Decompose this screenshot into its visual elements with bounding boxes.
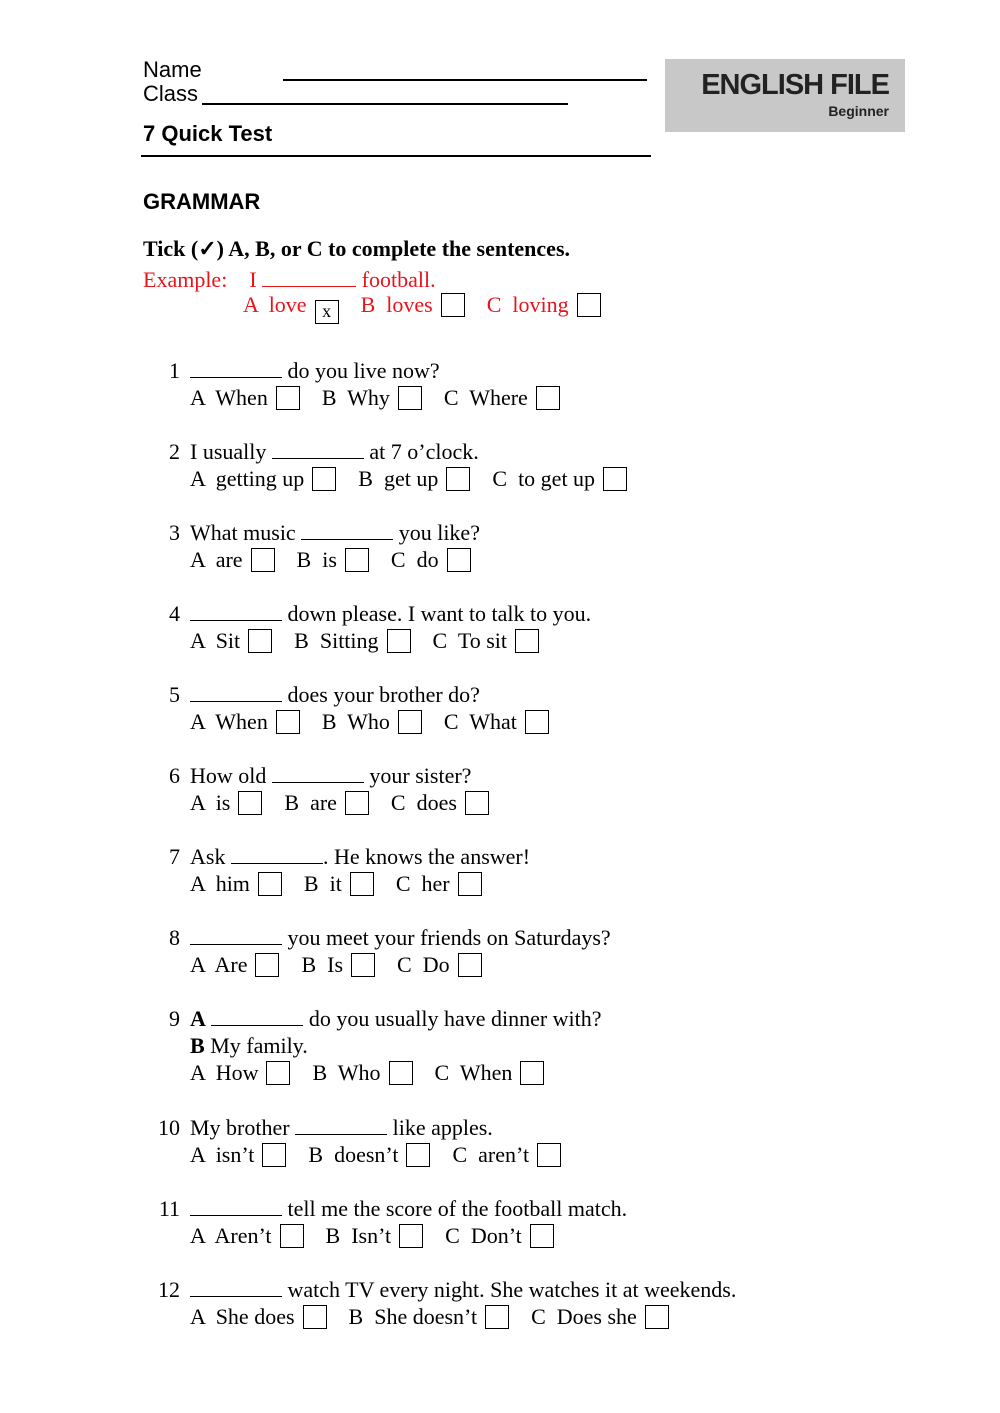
checkbox-c[interactable] [447, 548, 471, 572]
option-letter: C [395, 871, 411, 896]
option-a [190, 547, 275, 573]
checkbox-b[interactable] [398, 710, 422, 734]
option-text: When [459, 1060, 513, 1085]
question-10-options [190, 1142, 583, 1168]
question-text-pre: My brother [190, 1115, 290, 1140]
option-a [190, 1142, 286, 1168]
checkbox-a[interactable] [248, 629, 272, 653]
checkbox-c[interactable] [520, 1061, 544, 1085]
option-text: Sitting [319, 628, 379, 653]
question-2 [148, 439, 479, 465]
option-b [358, 466, 470, 492]
question-text-post: watch TV every night. She watches it at weekends. [287, 1277, 737, 1302]
option-c [445, 1223, 554, 1249]
checkbox-b[interactable] [389, 1061, 413, 1085]
option-letter: B [301, 952, 317, 977]
option-letter: B [358, 466, 373, 491]
example-checkbox-b[interactable] [441, 293, 465, 317]
option-text: Isn’t [351, 1223, 392, 1248]
option-text: Don’t [470, 1223, 522, 1248]
checkbox-c[interactable] [603, 467, 627, 491]
option-letter: B [312, 1060, 328, 1085]
speaker-a: A [190, 1006, 206, 1031]
question-text-pre: What music [190, 520, 296, 545]
checkbox-c[interactable] [458, 953, 482, 977]
option-text: get up [383, 466, 439, 491]
question-number: 2 [169, 439, 180, 464]
option-b [349, 1304, 510, 1330]
checkbox-a[interactable] [258, 872, 282, 896]
question-text-pre: Ask [190, 844, 226, 869]
example-label: Example: [143, 267, 228, 292]
option-b [294, 628, 410, 654]
example-checkbox-a[interactable]: x [315, 300, 339, 324]
option-a [190, 1223, 304, 1249]
question-8-options [190, 952, 504, 978]
question-number: 4 [169, 601, 180, 626]
answer-blank [190, 359, 282, 378]
option-letter: A [190, 871, 205, 896]
option-letter: A [190, 547, 205, 572]
answer-blank [211, 1007, 303, 1026]
option-text: She does [215, 1304, 295, 1329]
question-text-post: does your brother do? [287, 682, 480, 707]
name-field [143, 58, 202, 82]
checkbox-c[interactable] [537, 1143, 561, 1167]
question-text-post: like apples. [392, 1115, 493, 1140]
option-c [531, 1304, 669, 1330]
example-sentence [143, 267, 436, 293]
question-text-post: you meet your friends on Saturdays? [287, 925, 611, 950]
checkbox-a[interactable] [238, 791, 262, 815]
checkbox-a[interactable] [312, 467, 336, 491]
question-number: 6 [169, 763, 180, 788]
answer-blank [190, 926, 282, 945]
divider [141, 155, 651, 157]
option-letter: A [190, 1223, 205, 1248]
checkbox-a[interactable] [280, 1224, 304, 1248]
question-number: 8 [169, 925, 180, 950]
option-letter: C [397, 952, 412, 977]
option-b [326, 1223, 424, 1249]
option-letter: C [531, 1304, 546, 1329]
option-a [190, 385, 300, 411]
option-letter: A [190, 790, 205, 815]
option-c [433, 628, 540, 654]
name-input-line[interactable] [283, 79, 647, 81]
option-c [435, 1060, 545, 1086]
checkbox-c[interactable] [465, 791, 489, 815]
question-text-post: do you usually have dinner with? [308, 1006, 602, 1031]
question-text-pre: I usually [190, 439, 267, 464]
option-letter: A [190, 466, 205, 491]
option-letter: B [296, 547, 312, 572]
option-text: do [416, 547, 439, 572]
answer-blank [295, 1116, 387, 1135]
option-b [308, 1142, 430, 1168]
option-text: How [215, 1060, 259, 1085]
question-text-post: you like? [398, 520, 480, 545]
option-letter: B [308, 1142, 324, 1167]
question-6-options [190, 790, 511, 816]
option-letter: C [390, 790, 406, 815]
answer-blank [272, 764, 364, 783]
question-11 [148, 1196, 627, 1222]
option-b [322, 385, 422, 411]
option-c [444, 709, 549, 735]
question-1-options [190, 385, 582, 411]
option-letter: B [348, 1304, 364, 1329]
question-text-post: your sister? [369, 763, 472, 788]
option-letter: B [321, 709, 337, 734]
question-number: 12 [158, 1277, 180, 1302]
option-letter: A [190, 1142, 205, 1167]
checkbox-a[interactable] [303, 1305, 327, 1329]
class-input-line[interactable] [202, 103, 568, 105]
checkbox-b[interactable] [345, 548, 369, 572]
option-text: Aren’t [214, 1223, 272, 1248]
option-a [190, 466, 336, 492]
option-letter: B [303, 871, 319, 896]
option-text: Does she [556, 1304, 637, 1329]
option-text: Is [327, 952, 344, 977]
section-heading: GRAMMAR [143, 189, 261, 214]
question-12-options [190, 1304, 691, 1330]
option-text: What [469, 709, 517, 734]
example-option-a: A love x [243, 292, 339, 324]
checkbox-a[interactable] [266, 1061, 290, 1085]
option-text: When [215, 709, 268, 734]
question-6 [148, 763, 471, 789]
question-3-options [190, 547, 493, 573]
answer-blank [272, 440, 364, 459]
checkbox-c[interactable] [458, 872, 482, 896]
option-text: doesn’t [334, 1142, 399, 1167]
option-text: Why [347, 385, 390, 410]
option-c [391, 790, 489, 816]
checkbox-b[interactable] [398, 386, 422, 410]
checkbox-b[interactable] [350, 872, 374, 896]
test-title: 7 Quick Test [143, 121, 273, 146]
option-letter: C [434, 1060, 450, 1085]
checkbox-b[interactable] [406, 1143, 430, 1167]
reply-text: My family. [210, 1033, 308, 1058]
checkbox-c[interactable] [645, 1305, 669, 1329]
question-text-post: tell me the score of the football match. [287, 1196, 628, 1221]
question-5 [148, 682, 480, 708]
checkbox-b[interactable] [351, 953, 375, 977]
question-3 [148, 520, 480, 546]
checkbox-a[interactable] [262, 1143, 286, 1167]
option-a [190, 790, 262, 816]
option-text: Where [469, 385, 528, 410]
brand-subtitle: Beginner [828, 103, 889, 119]
option-text: Are [214, 952, 248, 977]
option-text: Do [422, 952, 450, 977]
option-letter: C [432, 628, 448, 653]
class-label: Class [143, 81, 199, 106]
question-number: 1 [169, 358, 180, 383]
example-pre: I [249, 267, 257, 292]
answer-blank [190, 1278, 282, 1297]
example-options [243, 292, 623, 324]
question-text-post: do you live now? [287, 358, 440, 383]
checkbox-a[interactable] [276, 386, 300, 410]
option-b [297, 547, 369, 573]
option-letter: C [492, 466, 508, 491]
option-letter: A [190, 385, 205, 410]
option-b [301, 952, 375, 978]
option-c [396, 871, 482, 897]
answer-blank [190, 602, 282, 621]
option-letter: C [445, 1223, 460, 1248]
option-a [190, 628, 272, 654]
option-letter: B [325, 1223, 341, 1248]
checkbox-c[interactable] [530, 1224, 554, 1248]
question-text-post: down please. I want to talk to you. [287, 601, 592, 626]
option-letter: B [321, 385, 337, 410]
option-text: When [215, 385, 268, 410]
question-2-options [190, 466, 649, 492]
example-blank [262, 268, 356, 287]
option-letter: C [443, 709, 459, 734]
answer-blank [231, 845, 323, 864]
option-letter: B [294, 628, 309, 653]
brand-logo [665, 59, 905, 132]
instruction: Tick (✓) A, B, or C to complete the sentences. [143, 236, 571, 261]
option-text: is [322, 547, 337, 572]
option-letter: A [190, 628, 205, 653]
question-number: 7 [169, 844, 180, 869]
brand-title: ENGLISH FILE [701, 69, 889, 101]
option-letter: A [190, 709, 205, 734]
question-number: 10 [158, 1115, 180, 1140]
option-a [190, 1060, 290, 1086]
question-9-reply [190, 1033, 308, 1059]
question-8 [148, 925, 611, 951]
option-text: is [215, 790, 231, 815]
option-text: getting up [215, 466, 305, 491]
example-option-b: B loves [361, 292, 465, 318]
question-9-options [190, 1060, 566, 1086]
question-4-options [190, 628, 561, 654]
checkbox-a[interactable] [276, 710, 300, 734]
option-a [190, 871, 282, 897]
checkbox-b[interactable] [399, 1224, 423, 1248]
question-1 [148, 358, 440, 384]
question-5-options [190, 709, 571, 735]
speaker-b: B [190, 1033, 205, 1058]
example-checkbox-c[interactable] [577, 293, 601, 317]
option-text: Who [337, 1060, 381, 1085]
question-12 [148, 1277, 736, 1303]
question-10 [148, 1115, 493, 1141]
option-c [444, 385, 560, 411]
option-letter: C [390, 547, 406, 572]
example-post: football. [361, 267, 436, 292]
question-number: 9 [169, 1006, 180, 1031]
option-c [452, 1142, 561, 1168]
option-letter: C [443, 385, 459, 410]
question-7-options [190, 871, 504, 897]
checkbox-b[interactable] [485, 1305, 509, 1329]
option-letter: A [190, 1304, 205, 1329]
option-text: She doesn’t [374, 1304, 478, 1329]
option-text: her [421, 871, 450, 896]
answer-blank [190, 1197, 282, 1216]
question-4 [148, 601, 591, 627]
name-label: Name [143, 57, 202, 82]
option-text: aren’t [478, 1142, 530, 1167]
question-number: 11 [158, 1196, 180, 1221]
option-b [322, 709, 422, 735]
option-c [397, 952, 482, 978]
option-b [304, 871, 374, 897]
checkbox-a[interactable] [255, 953, 279, 977]
option-text: To sit [457, 628, 508, 653]
option-letter: A [190, 952, 205, 977]
option-c [391, 547, 471, 573]
question-text-post: . He knows the answer! [322, 844, 531, 869]
option-text: are [215, 547, 243, 572]
class-field [143, 82, 198, 106]
option-text: to get up [518, 466, 596, 491]
question-7 [148, 844, 530, 870]
checkbox-b[interactable] [345, 791, 369, 815]
example-option-c: C loving [487, 292, 601, 318]
checkbox-b[interactable] [387, 629, 411, 653]
question-text-post: at 7 o’clock. [369, 439, 479, 464]
checkbox-c[interactable] [536, 386, 560, 410]
checkbox-c[interactable] [525, 710, 549, 734]
question-text-pre: How old [190, 763, 267, 788]
option-letter: C [452, 1142, 468, 1167]
checkbox-a[interactable] [251, 548, 275, 572]
checkbox-b[interactable] [446, 467, 470, 491]
option-letter: B [284, 790, 300, 815]
option-b [284, 790, 369, 816]
question-number: 5 [169, 682, 180, 707]
option-letter: A [190, 1060, 205, 1085]
option-text: are [310, 790, 337, 815]
question-11-options [190, 1223, 576, 1249]
option-text: it [329, 871, 342, 896]
option-a [190, 952, 279, 978]
option-text: does [416, 790, 457, 815]
option-text: Sit [215, 628, 241, 653]
checkbox-c[interactable] [515, 629, 539, 653]
option-c [492, 466, 627, 492]
option-a [190, 709, 300, 735]
option-text: isn’t [215, 1142, 255, 1167]
option-text: him [215, 871, 250, 896]
question-number: 3 [169, 520, 180, 545]
question-9 [148, 1006, 602, 1032]
option-b [312, 1060, 412, 1086]
option-text: Who [347, 709, 390, 734]
option-a [190, 1304, 327, 1330]
answer-blank [301, 521, 393, 540]
answer-blank [190, 683, 282, 702]
